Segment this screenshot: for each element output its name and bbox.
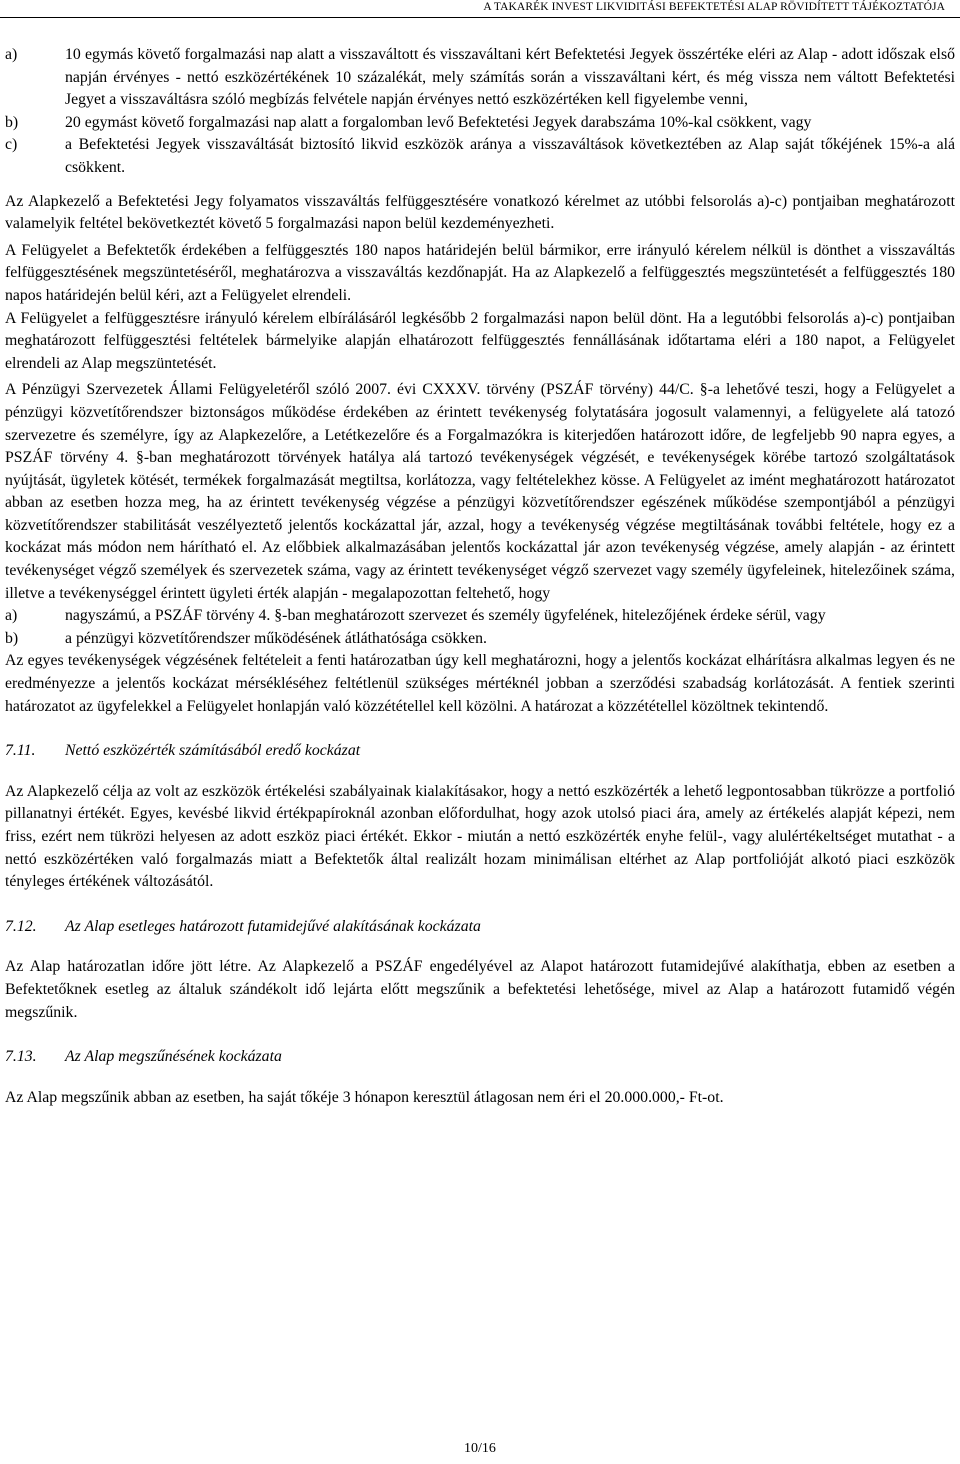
list-text: 10 egymás követő forgalmazási nap alatt a visszaváltott és visszaváltani kért Befektetési Jegyek összértéke eléri az Alap - adott időszak első napján érvényes - nettó eszközértékének 10 százalékát, mely számítás során a visszaváltani kért, és még vissza nem váltott Befektetési Jegyet a visszaváltásra szóló megbízás felvétele napján érvényes nettó eszközértéken kell figyelembe venni, bbox=[65, 46, 955, 109]
section-title: Az Alap megszűnésének kockázata bbox=[65, 1048, 282, 1066]
document-body bbox=[5, 44, 955, 1109]
paragraph: Az Alap megszűnik abban az esetben, ha saját tőkéje 3 hónapon keresztül átlagosan nem éri el 20.000.000,- Ft-ot. bbox=[5, 1088, 724, 1106]
running-header bbox=[0, 0, 960, 18]
list-item bbox=[5, 112, 955, 135]
paragraph: Az egyes tevékenységek végzésének feltételeit a fenti határozatban úgy kell meghatározni, hogy a jelentős kockázat elhárításra alkalmas legyen és ne eredményezze a jelentős kockázat mérsékléséhez feltétlenül szükséges mértéknél jobban a szerződési szabadság korlátozását. A fentiek szerinti határozatot az ügyfelekkel a Felügyelet honlapján való közzététellel kell közölni. A határozat a közzététellel közöltnek tekintendő. bbox=[5, 652, 955, 715]
paragraph: A Felügyelet a felfüggesztésre irányuló kérelem elbírálásáról legkésőbb 2 forgalmazási napon belül dönt. Ha a legutóbbi felsorolás a)-c) pontjaiban meghatározott felfüggesztési feltételek bármelyike alapján elhatározott felfüggesztés fennállásának időtartama eléri a 180 napot, a Felügyelet elrendeli az Alap megszüntetését. bbox=[5, 309, 955, 372]
list-marker: a) bbox=[5, 607, 18, 625]
section-number: 7.13. bbox=[5, 1048, 37, 1066]
paragraph: A Felügyelet a Befektetők érdekében a felfüggesztés 180 napos határidején belül bármikor, erre irányuló kérelem nélkül is dönthet a visszaváltás felfüggesztésének megszüntetéséről, meghatározva a visszaváltás kezdőnapját. Ha az Alapkezelő a felfüggesztés megszüntetését a felfüggesztés 180 napos határidején belül kéri, azt a Felügyelet elrendeli. bbox=[5, 241, 955, 304]
list-text: nagyszámú, a PSZÁF törvény 4. §-ban meghatározott szervezet és személy ügyfelének, hitelezőjének érdeke sérül, vagy bbox=[65, 607, 826, 625]
section-title: Nettó eszközérték számításából eredő kockázat bbox=[65, 742, 361, 760]
list-marker: b) bbox=[5, 629, 19, 647]
section-title: Az Alap esetleges határozott futamidejűvé alakításának kockázata bbox=[65, 917, 481, 935]
section-heading bbox=[5, 740, 955, 763]
page-number: 10/16 bbox=[464, 1441, 496, 1456]
paragraph: A Pénzügyi Szervezetek Állami Felügyeletéről szóló 2007. évi CXXXV. törvény (PSZÁF törvény) 44/C. §-a lehetővé teszi, hogy a Felügyelet a pénzügyi közvetítőrendszer biztonságos működése érdekében az érintett tevékenység folytatására jogosult valamennyi, a felügyelete alá tatozó szervezetre és személyre, így az Alapkezelőre, a Letétkezelőre és a Forgalmazókra is kiterjedően határozott időre, de legfeljebb 90 napra egyes, a PSZÁF törvény 4. §-ban meghatározott törvények hatálya alá tartozó tevékenységek végzését, e tevékenységek körébe tartozó szolgáltatások nyújtását, ügyletek kötését, termékek forgalmazását megtiltsa, korlátozza, vagy feltételekhez kösse. A Felügyelet az imént meghatározott határozatot abban az esetben hozza meg, ha az érintett tevékenység végzése a pénzügyi közvetítőrendszer egészének működése szempontjából a pénzügyi közvetítőrendszer stabilitását veszélyeztető jelentős kockázattal jár, azzal, hogy a tevékenység végzése megtiltásának további feltétele, hogy ez a kockázat más módon nem hárítható el. Az előbbiek alkalmazásában jelentős kockázattal jár azon tevékenység végzése, amely alapján - az érintett tevékenységet végző személyek és szervezetek száma, vagy az érintett tevékenységet végző szervezet vagy személy ügyfeleinek, hitelezőinek száma, illetve a tevékenységgel érintett ügyleti érték alapján - megalapozottan feltehető, hogy bbox=[5, 381, 955, 602]
list-text: 20 egymást követő forgalmazási nap alatt a forgalomban levő Befektetési Jegyek darabszáma 10%-kal csökkent, vagy bbox=[65, 113, 812, 131]
section-number: 7.12. bbox=[5, 917, 37, 935]
paragraph: Az Alap határozatlan időre jött létre. Az Alapkezelő a PSZÁF engedélyével az Alapot határozott futamidejűvé alakíthatja, ebben az esetben a Befektetőknek esetleg az általuk szándékolt idő lejárta előtt megszűnik a befektetési lehetősége, mivel az Alap a határozott futamidő végén megszűnik. bbox=[5, 958, 955, 1021]
list-item bbox=[5, 605, 955, 628]
header-title: A TAKARÉK INVEST LIKVIDITÁSI BEFEKTETÉSI ALAP RÖVIDÍTETT TÁJÉKOZTATÓJA bbox=[483, 1, 945, 13]
section-number: 7.11. bbox=[5, 742, 36, 760]
list-marker: c) bbox=[5, 136, 18, 154]
list-item bbox=[5, 628, 955, 651]
list-text: a Befektetési Jegyek visszaváltását biztosító likvid eszközök aránya a visszaváltások következtében az Alap saját tőkéjének 15%-a alá csökkent. bbox=[65, 136, 955, 176]
list-item bbox=[5, 134, 955, 179]
header-rule bbox=[0, 17, 960, 18]
paragraph: Az Alapkezelő a Befektetési Jegy folyamatos visszaváltás felfüggesztésére vonatkozó kérelmet az utóbbi felsorolás a)-c) pontjaiban meghatározott valamelyik feltétel bekövetkeztét követő 5 forgalmazási napon belül kezdeményezheti. bbox=[5, 192, 955, 233]
list-text: a pénzügyi közvetítőrendszer működésének átláthatósága csökken. bbox=[65, 629, 487, 647]
list-item bbox=[5, 44, 955, 112]
paragraph: Az Alapkezelő célja az volt az eszközök értékelési szabályainak kialakításakor, hogy a nettó eszközérték a lehető legpontosabban tükrözze a portfolió pillanatnyi értékét. Egyes, kevésbé likvid értékpapíroknál azonban előfordulhat, hogy azok utolsó piaci ára, amely az értékelés alapját képezi, nem friss, ezért nem tükrözi helyesen az adott eszköz piaci értékét. Ekkor - miután a nettó eszközérték enyhe felül-, vagy alulértékeltséget mutathat - a nettó eszközértéken való forgalmazás miatt a Befektetők által realizált hozam minimálisan eltérhet az Alap portfolióját alkotó piaci eszközök tényleges értékének változásától. bbox=[5, 782, 955, 891]
section-heading bbox=[5, 916, 955, 939]
list-marker: b) bbox=[5, 113, 19, 131]
section-heading bbox=[5, 1046, 955, 1069]
list-marker: a) bbox=[5, 46, 18, 63]
